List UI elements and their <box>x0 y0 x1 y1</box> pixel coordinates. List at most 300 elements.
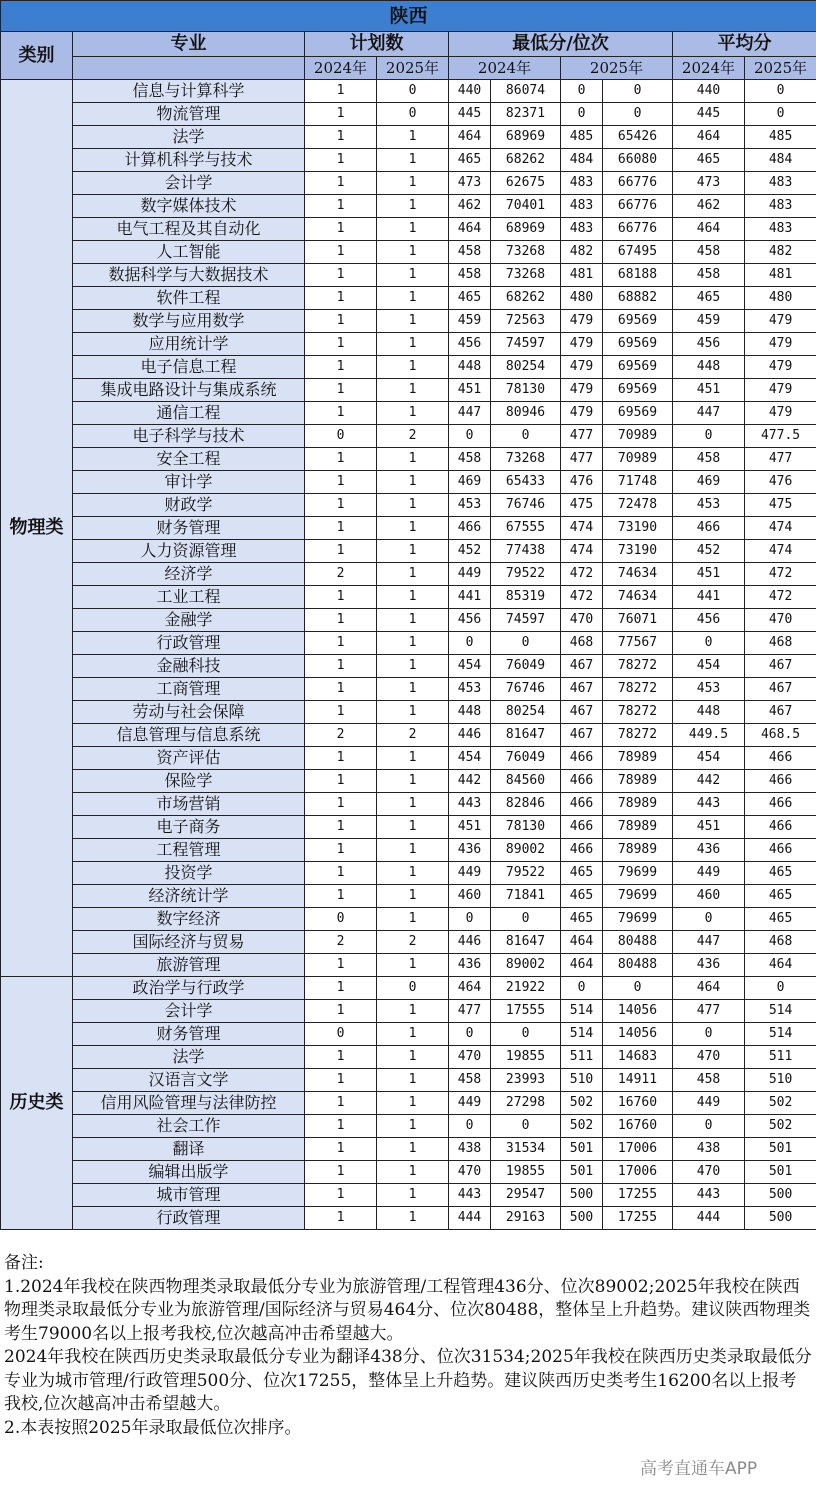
min-2025-score-cell: 464 <box>561 954 603 977</box>
min-2025-score-cell: 477 <box>561 448 603 471</box>
table-row <box>1 103 816 126</box>
min-2025-rank-cell: 70989 <box>603 448 673 471</box>
plan-2025-cell: 1 <box>377 540 449 563</box>
major-cell: 财务管理 <box>73 1023 305 1046</box>
min-2025-rank-cell: 76071 <box>603 609 673 632</box>
min-2024-rank-cell: 0 <box>491 1023 561 1046</box>
avg-2024-cell: 452 <box>673 540 745 563</box>
plan-2024-cell: 1 <box>305 1046 377 1069</box>
min-2024-score-cell: 458 <box>449 448 491 471</box>
category-cell: 历史类 <box>1 977 73 1230</box>
plan-2025-cell: 1 <box>377 1023 449 1046</box>
plan-2024-cell: 2 <box>305 563 377 586</box>
plan-2025-cell: 2 <box>377 724 449 747</box>
min-2024-score-cell: 456 <box>449 609 491 632</box>
plan-2024-cell: 1 <box>305 310 377 333</box>
avg-2024-cell: 449 <box>673 1092 745 1115</box>
table-row <box>1 678 816 701</box>
min-2025-score-cell: 514 <box>561 1023 603 1046</box>
avg-2025-cell: 514 <box>745 1023 816 1046</box>
table-row <box>1 563 816 586</box>
table-body <box>1 80 816 1230</box>
plan-2024-cell: 1 <box>305 977 377 1000</box>
table-row <box>1 1069 816 1092</box>
min-2024-score-cell: 452 <box>449 540 491 563</box>
avg-2025-cell: 468.5 <box>745 724 816 747</box>
avg-2025-cell: 501 <box>745 1138 816 1161</box>
min-2024-score-cell: 473 <box>449 172 491 195</box>
min-2024-rank-cell: 0 <box>491 632 561 655</box>
table-row <box>1 425 816 448</box>
plan-2024-cell: 1 <box>305 1138 377 1161</box>
major-cell: 电子商务 <box>73 816 305 839</box>
min-2025-score-cell: 467 <box>561 655 603 678</box>
table-row <box>1 793 816 816</box>
min-2025-score-cell: 0 <box>561 80 603 103</box>
avg-2025-cell: 466 <box>745 747 816 770</box>
plan-2024-cell: 0 <box>305 908 377 931</box>
avg-2025-cell: 467 <box>745 678 816 701</box>
plan-2024-cell: 1 <box>305 333 377 356</box>
min-2024-score-cell: 454 <box>449 747 491 770</box>
min-2025-rank-cell: 79699 <box>603 862 673 885</box>
min-2024-score-cell: 0 <box>449 425 491 448</box>
min-2024-score-cell: 0 <box>449 1115 491 1138</box>
plan-2025-cell: 1 <box>377 1115 449 1138</box>
table-row <box>1 839 816 862</box>
avg-2024-cell: 449 <box>673 862 745 885</box>
min-2025-rank-cell: 66776 <box>603 172 673 195</box>
table-row <box>1 241 816 264</box>
major-cell: 电子信息工程 <box>73 356 305 379</box>
min-2024-score-cell: 445 <box>449 103 491 126</box>
avg-2024-cell: 449.5 <box>673 724 745 747</box>
min-2024-score-cell: 459 <box>449 310 491 333</box>
table-row <box>1 287 816 310</box>
table-row <box>1 954 816 977</box>
table-row <box>1 379 816 402</box>
plan-2024-cell: 1 <box>305 126 377 149</box>
min-2025-rank-cell: 78272 <box>603 701 673 724</box>
avg-2025-cell: 483 <box>745 172 816 195</box>
table-row <box>1 609 816 632</box>
min-2024-rank-cell: 76049 <box>491 655 561 678</box>
plan-2024-cell: 1 <box>305 770 377 793</box>
header-major-blank <box>73 57 305 80</box>
avg-2024-cell: 453 <box>673 678 745 701</box>
min-2025-score-cell: 472 <box>561 563 603 586</box>
plan-2024-cell: 1 <box>305 448 377 471</box>
min-2025-rank-cell: 69569 <box>603 310 673 333</box>
avg-2024-cell: 448 <box>673 701 745 724</box>
plan-2025-cell: 1 <box>377 839 449 862</box>
min-2024-rank-cell: 62675 <box>491 172 561 195</box>
major-cell: 财政学 <box>73 494 305 517</box>
min-2025-rank-cell: 14056 <box>603 1000 673 1023</box>
min-2024-score-cell: 465 <box>449 287 491 310</box>
min-2025-score-cell: 476 <box>561 471 603 494</box>
avg-2025-cell: 480 <box>745 287 816 310</box>
avg-2025-cell: 500 <box>745 1184 816 1207</box>
min-2025-score-cell: 0 <box>561 103 603 126</box>
header-category: 类别 <box>1 32 73 80</box>
avg-2025-cell: 472 <box>745 586 816 609</box>
plan-2024-cell: 1 <box>305 632 377 655</box>
min-2025-score-cell: 468 <box>561 632 603 655</box>
plan-2025-cell: 1 <box>377 1092 449 1115</box>
min-2025-rank-cell: 14683 <box>603 1046 673 1069</box>
min-2024-rank-cell: 86074 <box>491 80 561 103</box>
table-row <box>1 977 816 1000</box>
avg-2024-cell: 0 <box>673 908 745 931</box>
plan-2025-cell: 1 <box>377 1184 449 1207</box>
min-2024-score-cell: 449 <box>449 563 491 586</box>
min-2024-score-cell: 464 <box>449 977 491 1000</box>
plan-2025-cell: 1 <box>377 310 449 333</box>
major-cell: 会计学 <box>73 1000 305 1023</box>
header-plan-2024: 2024年 <box>305 57 377 80</box>
min-2025-rank-cell: 74634 <box>603 563 673 586</box>
min-2024-score-cell: 464 <box>449 126 491 149</box>
min-2024-score-cell: 448 <box>449 356 491 379</box>
plan-2024-cell: 1 <box>305 356 377 379</box>
avg-2024-cell: 440 <box>673 80 745 103</box>
avg-2025-cell: 0 <box>745 80 816 103</box>
avg-2024-cell: 462 <box>673 195 745 218</box>
min-2025-rank-cell: 66776 <box>603 195 673 218</box>
plan-2025-cell: 1 <box>377 218 449 241</box>
min-2024-score-cell: 447 <box>449 402 491 425</box>
min-2024-score-cell: 436 <box>449 954 491 977</box>
avg-2024-cell: 458 <box>673 1069 745 1092</box>
notes-section <box>4 1252 812 1440</box>
major-cell: 数字媒体技术 <box>73 195 305 218</box>
major-cell: 安全工程 <box>73 448 305 471</box>
table-row <box>1 356 816 379</box>
plan-2025-cell: 1 <box>377 471 449 494</box>
avg-2025-cell: 483 <box>745 195 816 218</box>
avg-2025-cell: 0 <box>745 977 816 1000</box>
min-2025-rank-cell: 66080 <box>603 149 673 172</box>
avg-2025-cell: 474 <box>745 540 816 563</box>
min-2024-rank-cell: 70401 <box>491 195 561 218</box>
min-2024-score-cell: 451 <box>449 379 491 402</box>
plan-2024-cell: 1 <box>305 747 377 770</box>
avg-2025-cell: 477.5 <box>745 425 816 448</box>
avg-2025-cell: 479 <box>745 402 816 425</box>
avg-2024-cell: 443 <box>673 793 745 816</box>
min-2025-rank-cell: 67495 <box>603 241 673 264</box>
plan-2024-cell: 1 <box>305 954 377 977</box>
min-2024-rank-cell: 19855 <box>491 1161 561 1184</box>
major-cell: 数学与应用数学 <box>73 310 305 333</box>
min-2025-score-cell: 485 <box>561 126 603 149</box>
plan-2024-cell: 1 <box>305 839 377 862</box>
min-2025-score-cell: 466 <box>561 839 603 862</box>
min-2025-score-cell: 472 <box>561 586 603 609</box>
plan-2024-cell: 1 <box>305 471 377 494</box>
min-2025-rank-cell: 69569 <box>603 402 673 425</box>
min-2025-rank-cell: 78272 <box>603 678 673 701</box>
plan-2024-cell: 1 <box>305 402 377 425</box>
min-2025-score-cell: 465 <box>561 885 603 908</box>
major-cell: 人力资源管理 <box>73 540 305 563</box>
avg-2024-cell: 470 <box>673 1046 745 1069</box>
major-cell: 数据科学与大数据技术 <box>73 264 305 287</box>
min-2024-rank-cell: 82371 <box>491 103 561 126</box>
major-cell: 行政管理 <box>73 1207 305 1230</box>
avg-2024-cell: 445 <box>673 103 745 126</box>
min-2025-rank-cell: 17255 <box>603 1184 673 1207</box>
avg-2025-cell: 482 <box>745 241 816 264</box>
plan-2025-cell: 1 <box>377 1000 449 1023</box>
major-cell: 国际经济与贸易 <box>73 931 305 954</box>
avg-2025-cell: 468 <box>745 632 816 655</box>
plan-2025-cell: 1 <box>377 747 449 770</box>
major-cell: 电气工程及其自动化 <box>73 218 305 241</box>
header-avg-2025: 2025年 <box>745 57 816 80</box>
plan-2025-cell: 1 <box>377 770 449 793</box>
plan-2024-cell: 1 <box>305 241 377 264</box>
min-2024-rank-cell: 73268 <box>491 241 561 264</box>
avg-2025-cell: 483 <box>745 218 816 241</box>
major-cell: 法学 <box>73 1046 305 1069</box>
avg-2024-cell: 436 <box>673 954 745 977</box>
min-2024-rank-cell: 68969 <box>491 218 561 241</box>
avg-2024-cell: 0 <box>673 632 745 655</box>
min-2025-score-cell: 479 <box>561 402 603 425</box>
plan-2024-cell: 1 <box>305 678 377 701</box>
avg-2025-cell: 467 <box>745 655 816 678</box>
plan-2024-cell: 1 <box>305 80 377 103</box>
min-2025-rank-cell: 65426 <box>603 126 673 149</box>
note-history: 2024年我校在陕西历史类录取最低分专业为翻译438分、位次31534;2025年我校在陕西历史类录取最低分专业为城市管理/行政管理500分、位次17255，整体呈上升趋势。建议陕西历史类考生16200名以上报考我校,位次越高冲击希望越大。 <box>4 1347 812 1414</box>
avg-2024-cell: 477 <box>673 1000 745 1023</box>
min-2024-score-cell: 448 <box>449 701 491 724</box>
min-2024-score-cell: 458 <box>449 241 491 264</box>
plan-2025-cell: 1 <box>377 195 449 218</box>
major-cell: 物流管理 <box>73 103 305 126</box>
plan-2024-cell: 1 <box>305 494 377 517</box>
min-2024-rank-cell: 82846 <box>491 793 561 816</box>
major-cell: 财务管理 <box>73 517 305 540</box>
min-2024-rank-cell: 76746 <box>491 678 561 701</box>
min-2024-rank-cell: 67555 <box>491 517 561 540</box>
min-2024-rank-cell: 21922 <box>491 977 561 1000</box>
avg-2024-cell: 473 <box>673 172 745 195</box>
major-cell: 旅游管理 <box>73 954 305 977</box>
avg-2025-cell: 467 <box>745 701 816 724</box>
min-2024-score-cell: 0 <box>449 1023 491 1046</box>
min-2025-rank-cell: 78989 <box>603 816 673 839</box>
table-row <box>1 1184 816 1207</box>
min-2025-rank-cell: 16760 <box>603 1092 673 1115</box>
avg-2025-cell: 502 <box>745 1092 816 1115</box>
avg-2024-cell: 451 <box>673 816 745 839</box>
avg-2024-cell: 458 <box>673 448 745 471</box>
header-min-score-rank: 最低分/位次 <box>449 32 673 57</box>
table-row <box>1 931 816 954</box>
min-2025-rank-cell: 69569 <box>603 379 673 402</box>
table-row <box>1 1161 816 1184</box>
min-2025-score-cell: 0 <box>561 977 603 1000</box>
avg-2025-cell: 466 <box>745 816 816 839</box>
table-row <box>1 471 816 494</box>
major-cell: 通信工程 <box>73 402 305 425</box>
min-2025-rank-cell: 78989 <box>603 793 673 816</box>
avg-2024-cell: 464 <box>673 126 745 149</box>
min-2025-rank-cell: 79699 <box>603 885 673 908</box>
avg-2025-cell: 485 <box>745 126 816 149</box>
min-2024-rank-cell: 29547 <box>491 1184 561 1207</box>
plan-2024-cell: 1 <box>305 816 377 839</box>
avg-2024-cell: 464 <box>673 218 745 241</box>
avg-2025-cell: 484 <box>745 149 816 172</box>
min-2025-score-cell: 467 <box>561 701 603 724</box>
avg-2024-cell: 436 <box>673 839 745 862</box>
avg-2025-cell: 511 <box>745 1046 816 1069</box>
plan-2025-cell: 1 <box>377 494 449 517</box>
min-2025-score-cell: 467 <box>561 678 603 701</box>
major-cell: 审计学 <box>73 471 305 494</box>
table-row <box>1 333 816 356</box>
plan-2024-cell: 1 <box>305 1115 377 1138</box>
min-2025-rank-cell: 79699 <box>603 908 673 931</box>
min-2024-score-cell: 0 <box>449 632 491 655</box>
avg-2024-cell: 451 <box>673 563 745 586</box>
major-cell: 资产评估 <box>73 747 305 770</box>
min-2024-score-cell: 466 <box>449 517 491 540</box>
table-row <box>1 540 816 563</box>
header-plan-2025: 2025年 <box>377 57 449 80</box>
major-cell: 政治学与行政学 <box>73 977 305 1000</box>
avg-2024-cell: 448 <box>673 356 745 379</box>
table-row <box>1 770 816 793</box>
min-2025-score-cell: 480 <box>561 287 603 310</box>
major-cell: 金融学 <box>73 609 305 632</box>
plan-2024-cell: 0 <box>305 1023 377 1046</box>
plan-2025-cell: 1 <box>377 563 449 586</box>
plan-2024-cell: 1 <box>305 609 377 632</box>
avg-2025-cell: 481 <box>745 264 816 287</box>
plan-2024-cell: 1 <box>305 701 377 724</box>
avg-2024-cell: 438 <box>673 1138 745 1161</box>
avg-2024-cell: 465 <box>673 149 745 172</box>
plan-2024-cell: 1 <box>305 862 377 885</box>
min-2024-score-cell: 449 <box>449 1092 491 1115</box>
min-2025-rank-cell: 70989 <box>603 425 673 448</box>
min-2024-rank-cell: 76746 <box>491 494 561 517</box>
major-cell: 行政管理 <box>73 632 305 655</box>
major-cell: 人工智能 <box>73 241 305 264</box>
plan-2025-cell: 1 <box>377 1207 449 1230</box>
min-2025-score-cell: 500 <box>561 1207 603 1230</box>
plan-2025-cell: 2 <box>377 931 449 954</box>
plan-2025-cell: 1 <box>377 816 449 839</box>
major-cell: 编辑出版学 <box>73 1161 305 1184</box>
min-2025-rank-cell: 17006 <box>603 1161 673 1184</box>
min-2024-rank-cell: 85319 <box>491 586 561 609</box>
min-2024-score-cell: 451 <box>449 816 491 839</box>
table-row <box>1 1115 816 1138</box>
min-2024-rank-cell: 79522 <box>491 563 561 586</box>
table-row <box>1 1207 816 1230</box>
min-2025-rank-cell: 73190 <box>603 540 673 563</box>
min-2024-rank-cell: 74597 <box>491 333 561 356</box>
plan-2024-cell: 1 <box>305 103 377 126</box>
min-2025-score-cell: 465 <box>561 908 603 931</box>
major-cell: 工业工程 <box>73 586 305 609</box>
avg-2025-cell: 479 <box>745 333 816 356</box>
plan-2025-cell: 1 <box>377 908 449 931</box>
avg-2024-cell: 454 <box>673 655 745 678</box>
min-2024-score-cell: 462 <box>449 195 491 218</box>
min-2025-rank-cell: 16760 <box>603 1115 673 1138</box>
table-row <box>1 724 816 747</box>
min-2025-score-cell: 483 <box>561 172 603 195</box>
min-2025-rank-cell: 14056 <box>603 1023 673 1046</box>
plan-2025-cell: 1 <box>377 333 449 356</box>
min-2024-score-cell: 477 <box>449 1000 491 1023</box>
major-cell: 劳动与社会保障 <box>73 701 305 724</box>
avg-2024-cell: 459 <box>673 310 745 333</box>
min-2025-rank-cell: 17255 <box>603 1207 673 1230</box>
min-2024-rank-cell: 68969 <box>491 126 561 149</box>
min-2025-rank-cell: 17006 <box>603 1138 673 1161</box>
avg-2025-cell: 501 <box>745 1161 816 1184</box>
plan-2025-cell: 0 <box>377 977 449 1000</box>
table-row <box>1 655 816 678</box>
major-cell: 工商管理 <box>73 678 305 701</box>
min-2024-rank-cell: 29163 <box>491 1207 561 1230</box>
plan-2024-cell: 1 <box>305 1184 377 1207</box>
plan-2025-cell: 1 <box>377 448 449 471</box>
plan-2024-cell: 1 <box>305 1000 377 1023</box>
table-row <box>1 494 816 517</box>
min-2025-rank-cell: 78989 <box>603 770 673 793</box>
plan-2025-cell: 1 <box>377 1138 449 1161</box>
min-2024-score-cell: 440 <box>449 80 491 103</box>
min-2025-score-cell: 482 <box>561 241 603 264</box>
avg-2024-cell: 0 <box>673 1115 745 1138</box>
table-row <box>1 517 816 540</box>
avg-2025-cell: 472 <box>745 563 816 586</box>
avg-2025-cell: 470 <box>745 609 816 632</box>
min-2024-rank-cell: 19855 <box>491 1046 561 1069</box>
avg-2024-cell: 0 <box>673 425 745 448</box>
major-cell: 经济学 <box>73 563 305 586</box>
min-2024-score-cell: 444 <box>449 1207 491 1230</box>
avg-2024-cell: 444 <box>673 1207 745 1230</box>
major-cell: 数字经济 <box>73 908 305 931</box>
min-2025-score-cell: 514 <box>561 1000 603 1023</box>
min-2025-score-cell: 501 <box>561 1161 603 1184</box>
plan-2025-cell: 2 <box>377 425 449 448</box>
plan-2025-cell: 1 <box>377 609 449 632</box>
min-2025-rank-cell: 73190 <box>603 517 673 540</box>
min-2025-score-cell: 467 <box>561 724 603 747</box>
min-2025-rank-cell: 0 <box>603 80 673 103</box>
major-cell: 集成电路设计与集成系统 <box>73 379 305 402</box>
min-2024-score-cell: 436 <box>449 839 491 862</box>
avg-2025-cell: 510 <box>745 1069 816 1092</box>
plan-2025-cell: 1 <box>377 149 449 172</box>
avg-2025-cell: 0 <box>745 103 816 126</box>
avg-2025-cell: 465 <box>745 885 816 908</box>
plan-2024-cell: 1 <box>305 517 377 540</box>
min-2024-rank-cell: 80946 <box>491 402 561 425</box>
min-2025-rank-cell: 77567 <box>603 632 673 655</box>
